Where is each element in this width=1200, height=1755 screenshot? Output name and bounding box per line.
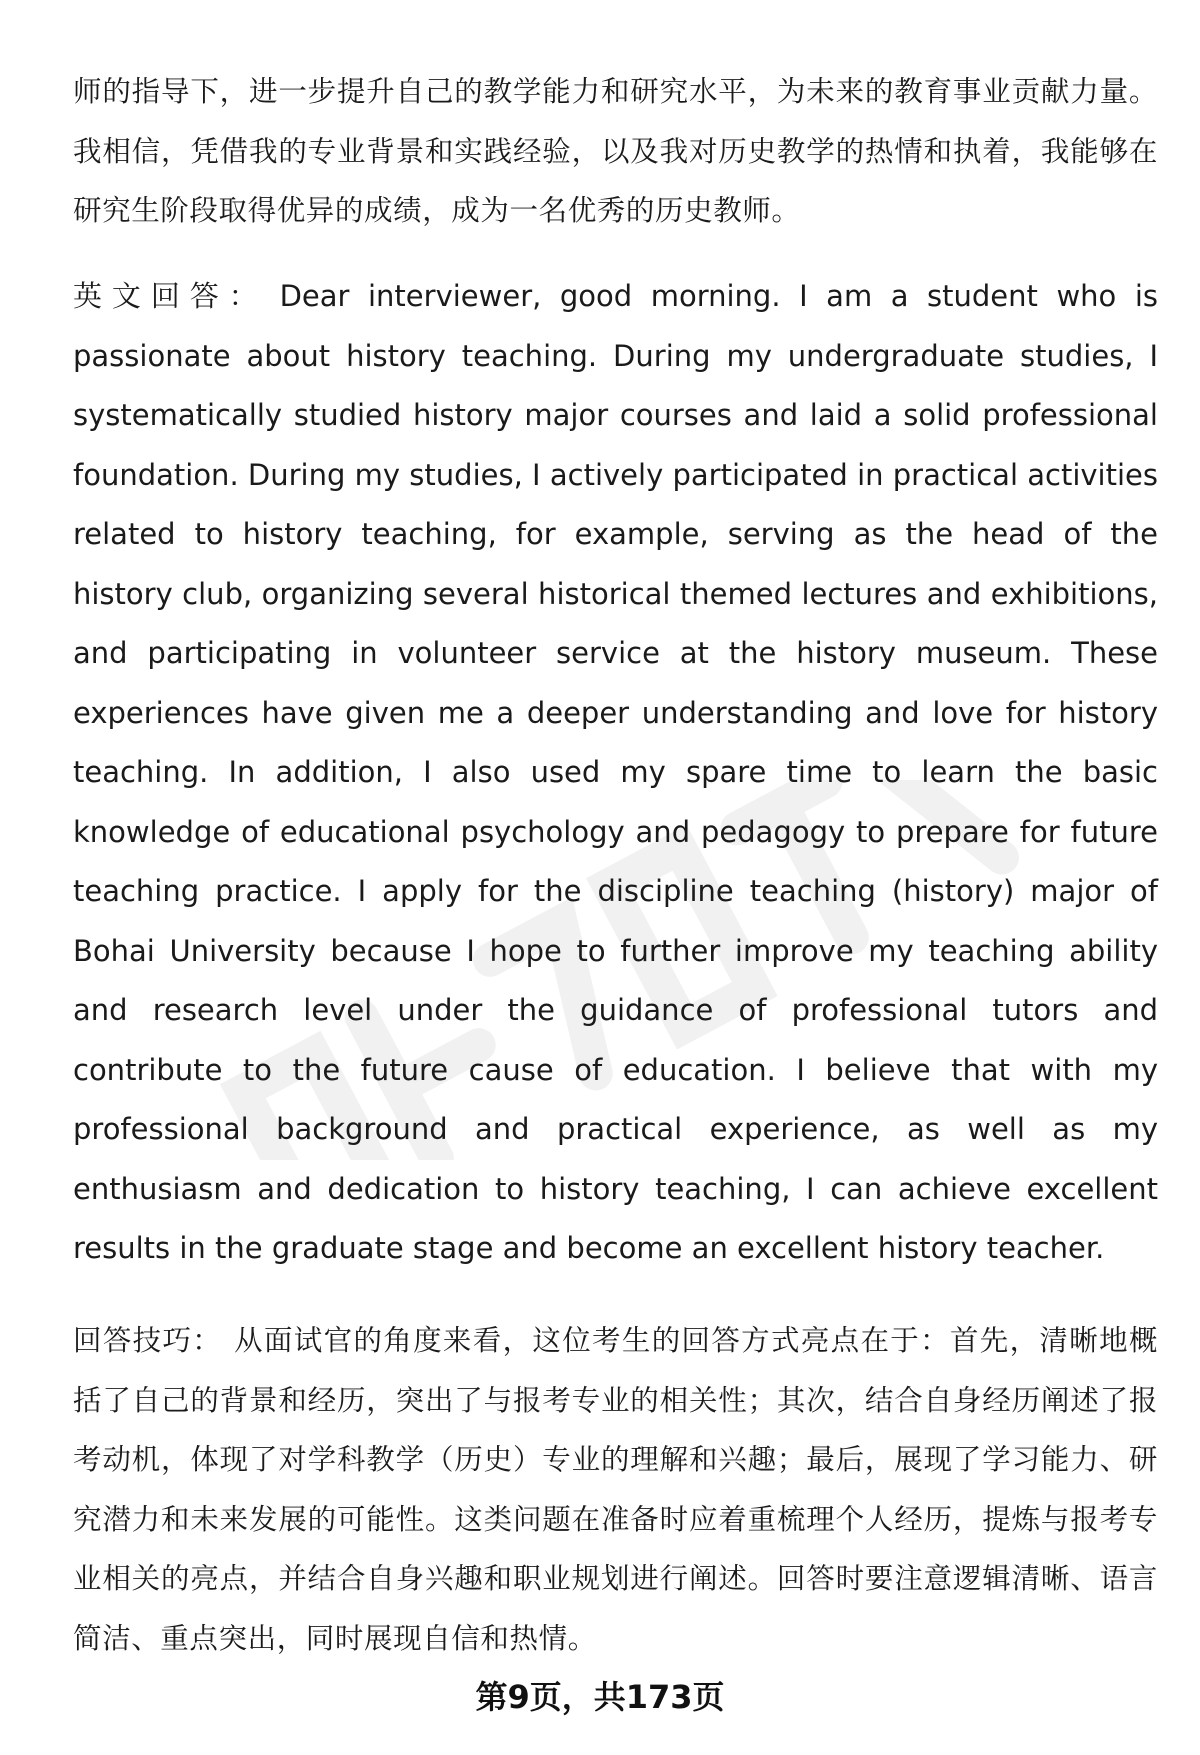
english-answer-paragraph [73, 267, 1158, 1279]
english-answer-label: 英文回答： [73, 279, 268, 313]
continuation-paragraph: 师的指导下，进一步提升自己的教学能力和研究水平，为未来的教育事业贡献力量。我相信，凭借我的专业背景和实践经验，以及我对历史教学的热情和执着，我能够在研究生阶段取得优异的成绩，成为一名优秀的历史教师。 [73, 75, 1158, 227]
page-number-footer: 第9页，共173页 [475, 1678, 725, 1716]
answer-tips-label: 回答技巧： [73, 1324, 223, 1357]
answer-tips-paragraph [73, 1311, 1158, 1668]
answer-tips-text: 从面试官的角度来看，这位考生的回答方式亮点在于：首先，清晰地概括了自己的背景和经历，突出了与报考专业的相关性；其次，结合自身经历阐述了报考动机，体现了对学科教学（历史）专业的理解和兴趣；最后，展现了学习能力、研究潜力和未来发展的可能性。这类问题在准备时应着重梳理个人经历，提炼与报考专业相关的亮点，并结合自身兴趣和职业规划进行阐述。回答时要注意逻辑清晰、语言简洁、重点突出，同时展现自信和热情。 [73, 1324, 1158, 1655]
english-answer-text: Dear interviewer, good morning. I am a student who is passionate about history teaching. During my undergraduate studies, I systematically studied history major courses and laid a solid professional foundation. During my studies, I actively participated in practical activities related to history teaching, for example, serving as the head of the history club, organizing several historical themed lectures and exhibitions, and participating in volunteer service at the history museum. These experiences have given me a deeper understanding and love for history teaching. In addition, I also used my spare time to learn the basic knowledge of educational psychology and pedagogy to prepare for future teaching practice. I apply for the discipline teaching (history) major of Bohai University because I hope to further improve my teaching ability and research level under the guidance of professional tutors and contribute to the future cause of education. I believe that with my professional background and practical experience, as well as my enthusiasm and dedication to history teaching, I can achieve excellent results in the graduate stage and become an excellent history teacher. [73, 279, 1158, 1265]
